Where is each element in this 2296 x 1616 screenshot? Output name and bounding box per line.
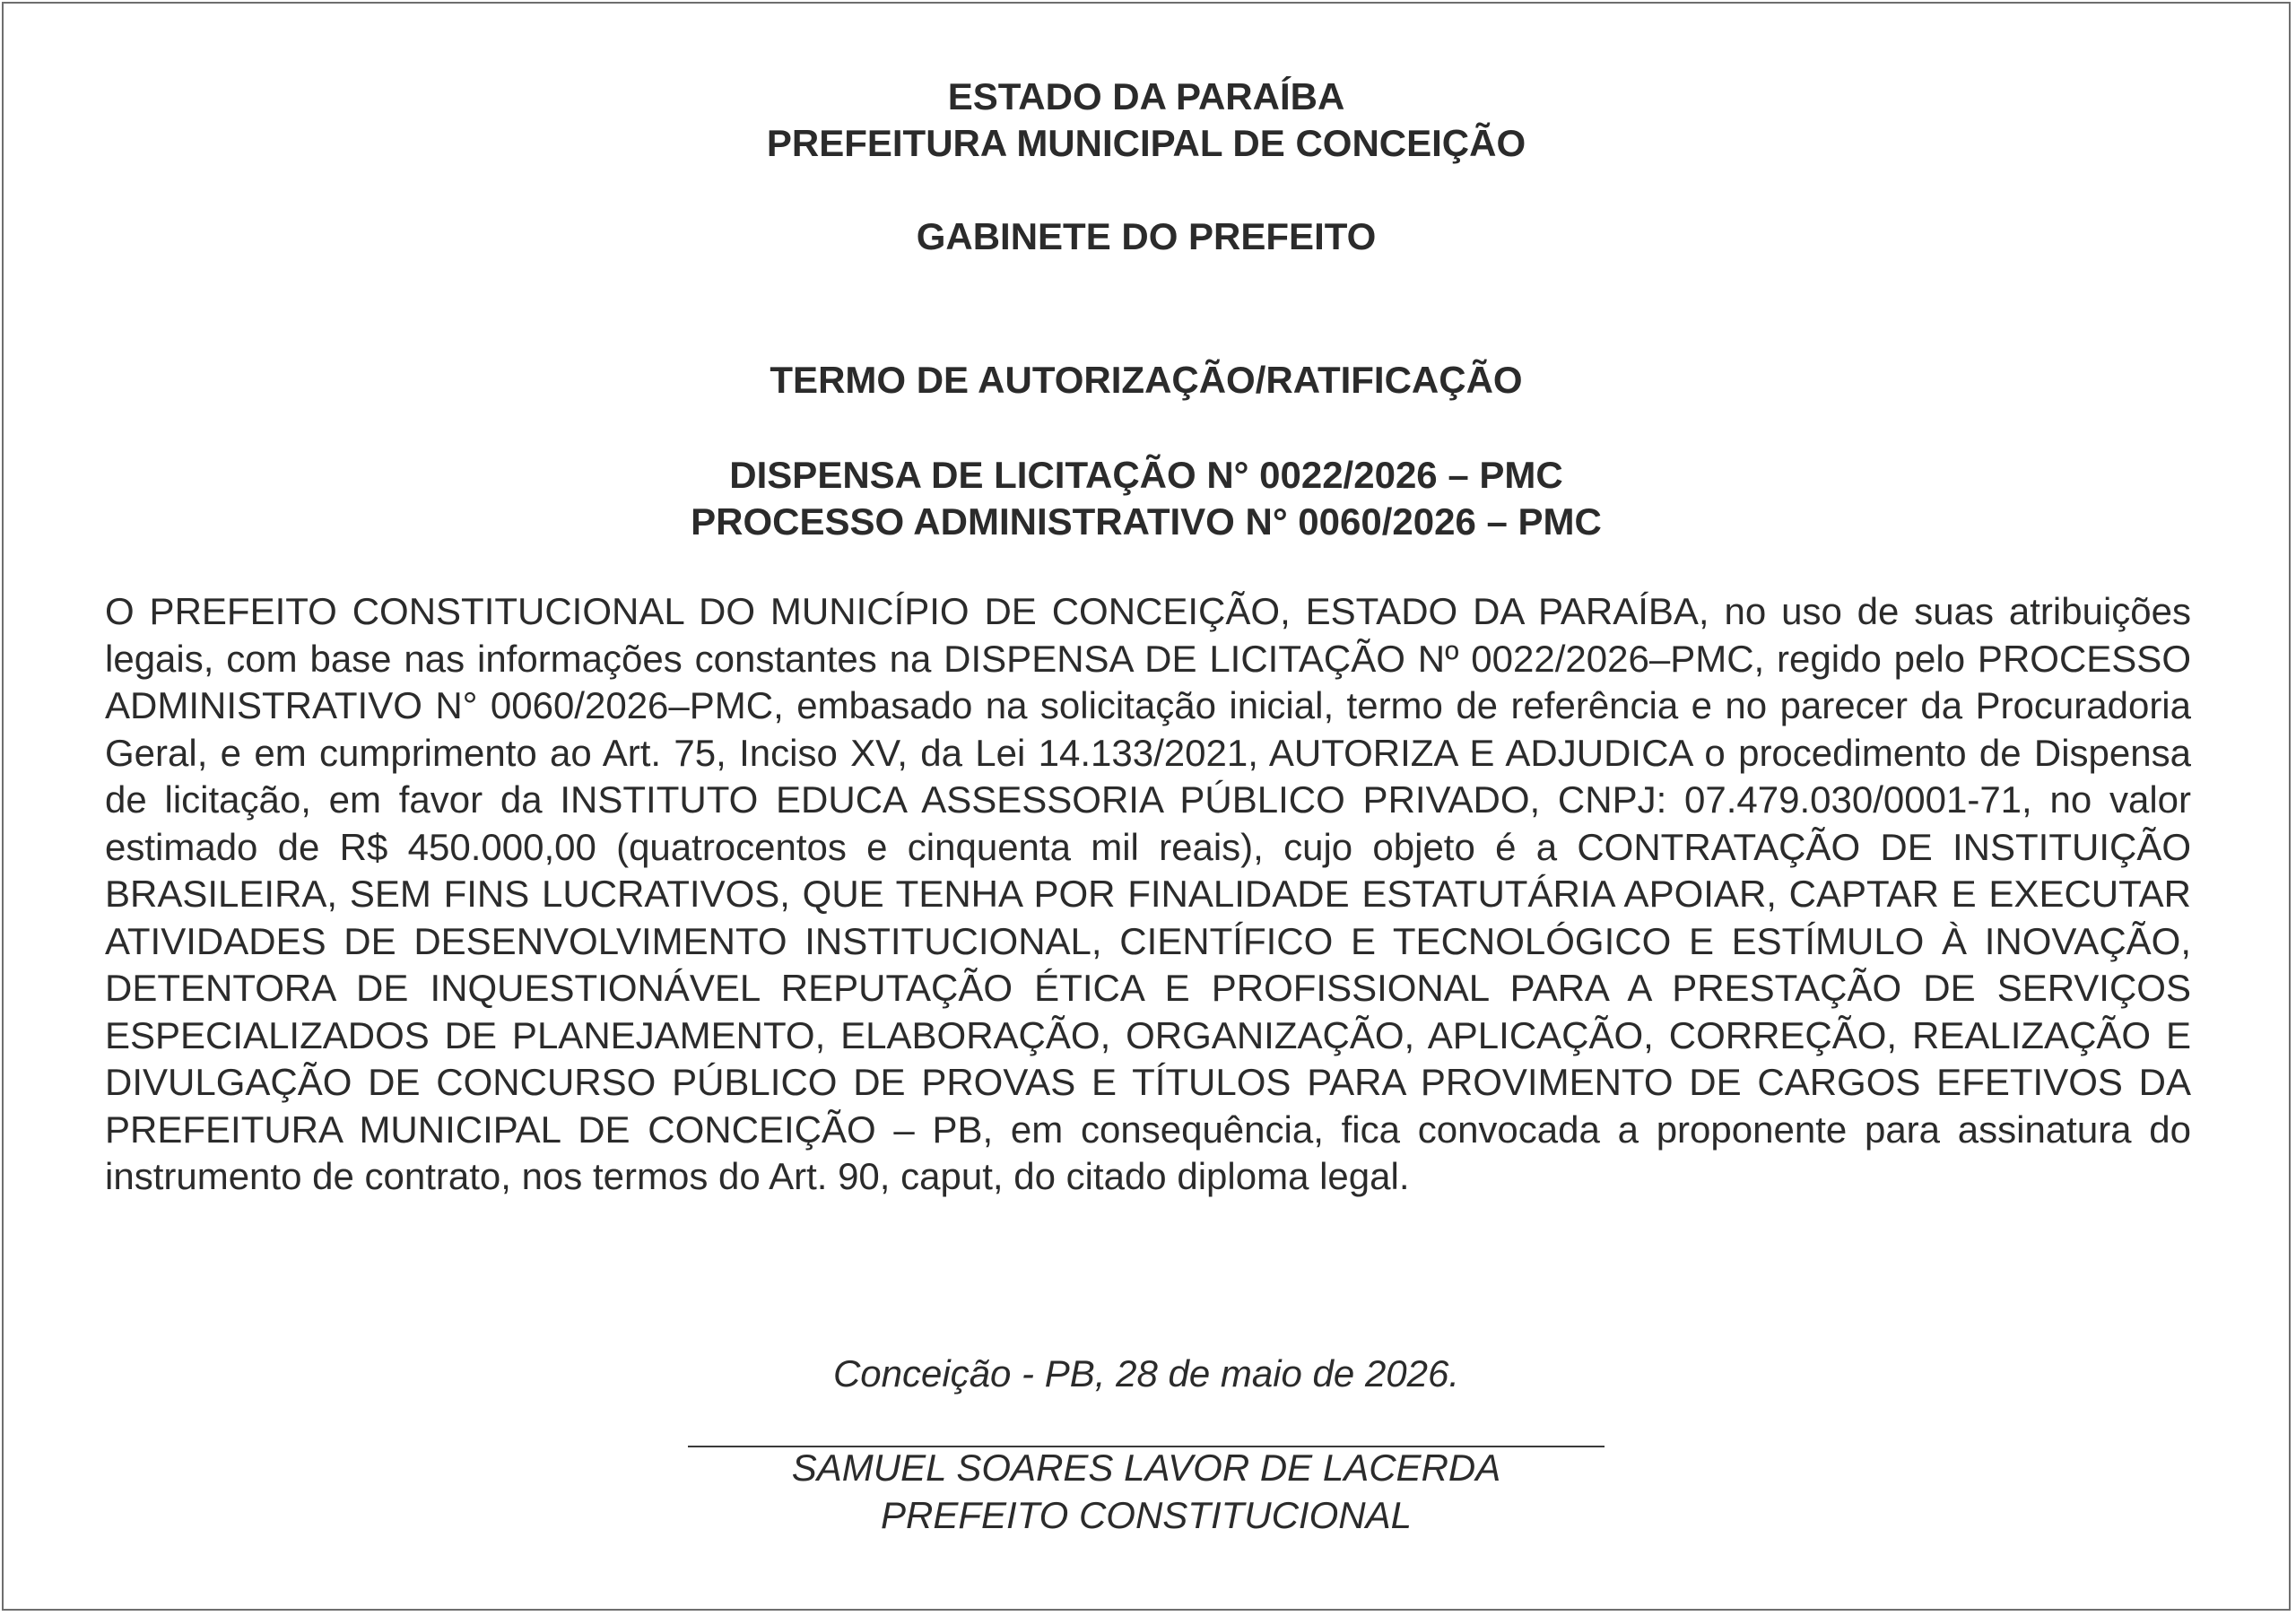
date-line: Conceição - PB, 28 de maio de 2026. (832, 1352, 1460, 1394)
document-title: TERMO DE AUTORIZAÇÃO/RATIFICAÇÃO (770, 359, 1523, 401)
process-number: PROCESSO ADMINISTRATIVO N° 0060/2026 – PMC (691, 500, 1602, 543)
signatory-role: PREFEITO CONSTITUCIONAL (881, 1494, 1412, 1536)
signatory-name: SAMUEL SOARES LAVOR DE LACERDA (791, 1447, 1501, 1489)
state-heading: ESTADO DA PARAÍBA (947, 75, 1345, 117)
municipality-heading: PREFEITURA MUNICIPAL DE CONCEIÇÃO (766, 122, 1526, 164)
office-heading: GABINETE DO PREFEITO (916, 215, 1377, 257)
dispensa-number: DISPENSA DE LICITAÇÃO N° 0022/2026 – PMC (729, 454, 1563, 496)
document-body: O PREFEITO CONSTITUCIONAL DO MUNICÍPIO DE CONCEIÇÃO, ESTADO DA PARAÍBA, no uso de suas atribuições legais, com base nas informações constantes na DISPENSA DE LICITAÇÃO Nº 0022/2026–PMC, regido pelo PROCESSO ADMINISTRATIVO N° 0060/2026–PMC, embasado na solicitação inicial, termo de referência e no parecer da Procuradoria Geral, e em cumprimento ao Art. 75, Inciso XV, da Lei 14.133/2021, AUTORIZA E ADJUDICA o procedimento de Dispensa de licitação, em favor da INSTITUTO EDUCA ASSESSORIA PÚBLICO PRIVADO, CNPJ: 07.479.030/0001-71, no valor estimado de R$ 450.000,00 (quatrocentos e cinquenta mil reais), cujo objeto é a CONTRATAÇÃO DE INSTITUIÇÃO BRASILEIRA, SEM FINS LUCRATIVOS, QUE TENHA POR FINALIDADE ESTATUTÁRIA APOIAR, CAPTAR E EXECUTAR ATIVIDADES DE DESENVOLVIMENTO INSTITUCIONAL, CIENTÍFICO E TECNOLÓGICO E ESTÍMULO À INOVAÇÃO, DETENTORA DE INQUESTIONÁVEL REPUTAÇÃO ÉTICA E PROFISSIONAL PARA A PRESTAÇÃO DE SERVIÇOS ESPECIALIZADOS DE PLANEJAMENTO, ELABORAÇÃO, ORGANIZAÇÃO, APLICAÇÃO, CORREÇÃO, REALIZAÇÃO E DIVULGAÇÃO DE CONCURSO PÚBLICO DE PROVAS E TÍTULOS PARA PROVIMENTO DE CARGOS EFETIVOS DA PREFEITURA MUNICIPAL DE CONCEIÇÃO – PB, em consequência, fica convocada a proponente para assinatura do instrumento de contrato, nos termos do Art. 90, caput, do citado diploma legal. (105, 590, 2191, 1197)
